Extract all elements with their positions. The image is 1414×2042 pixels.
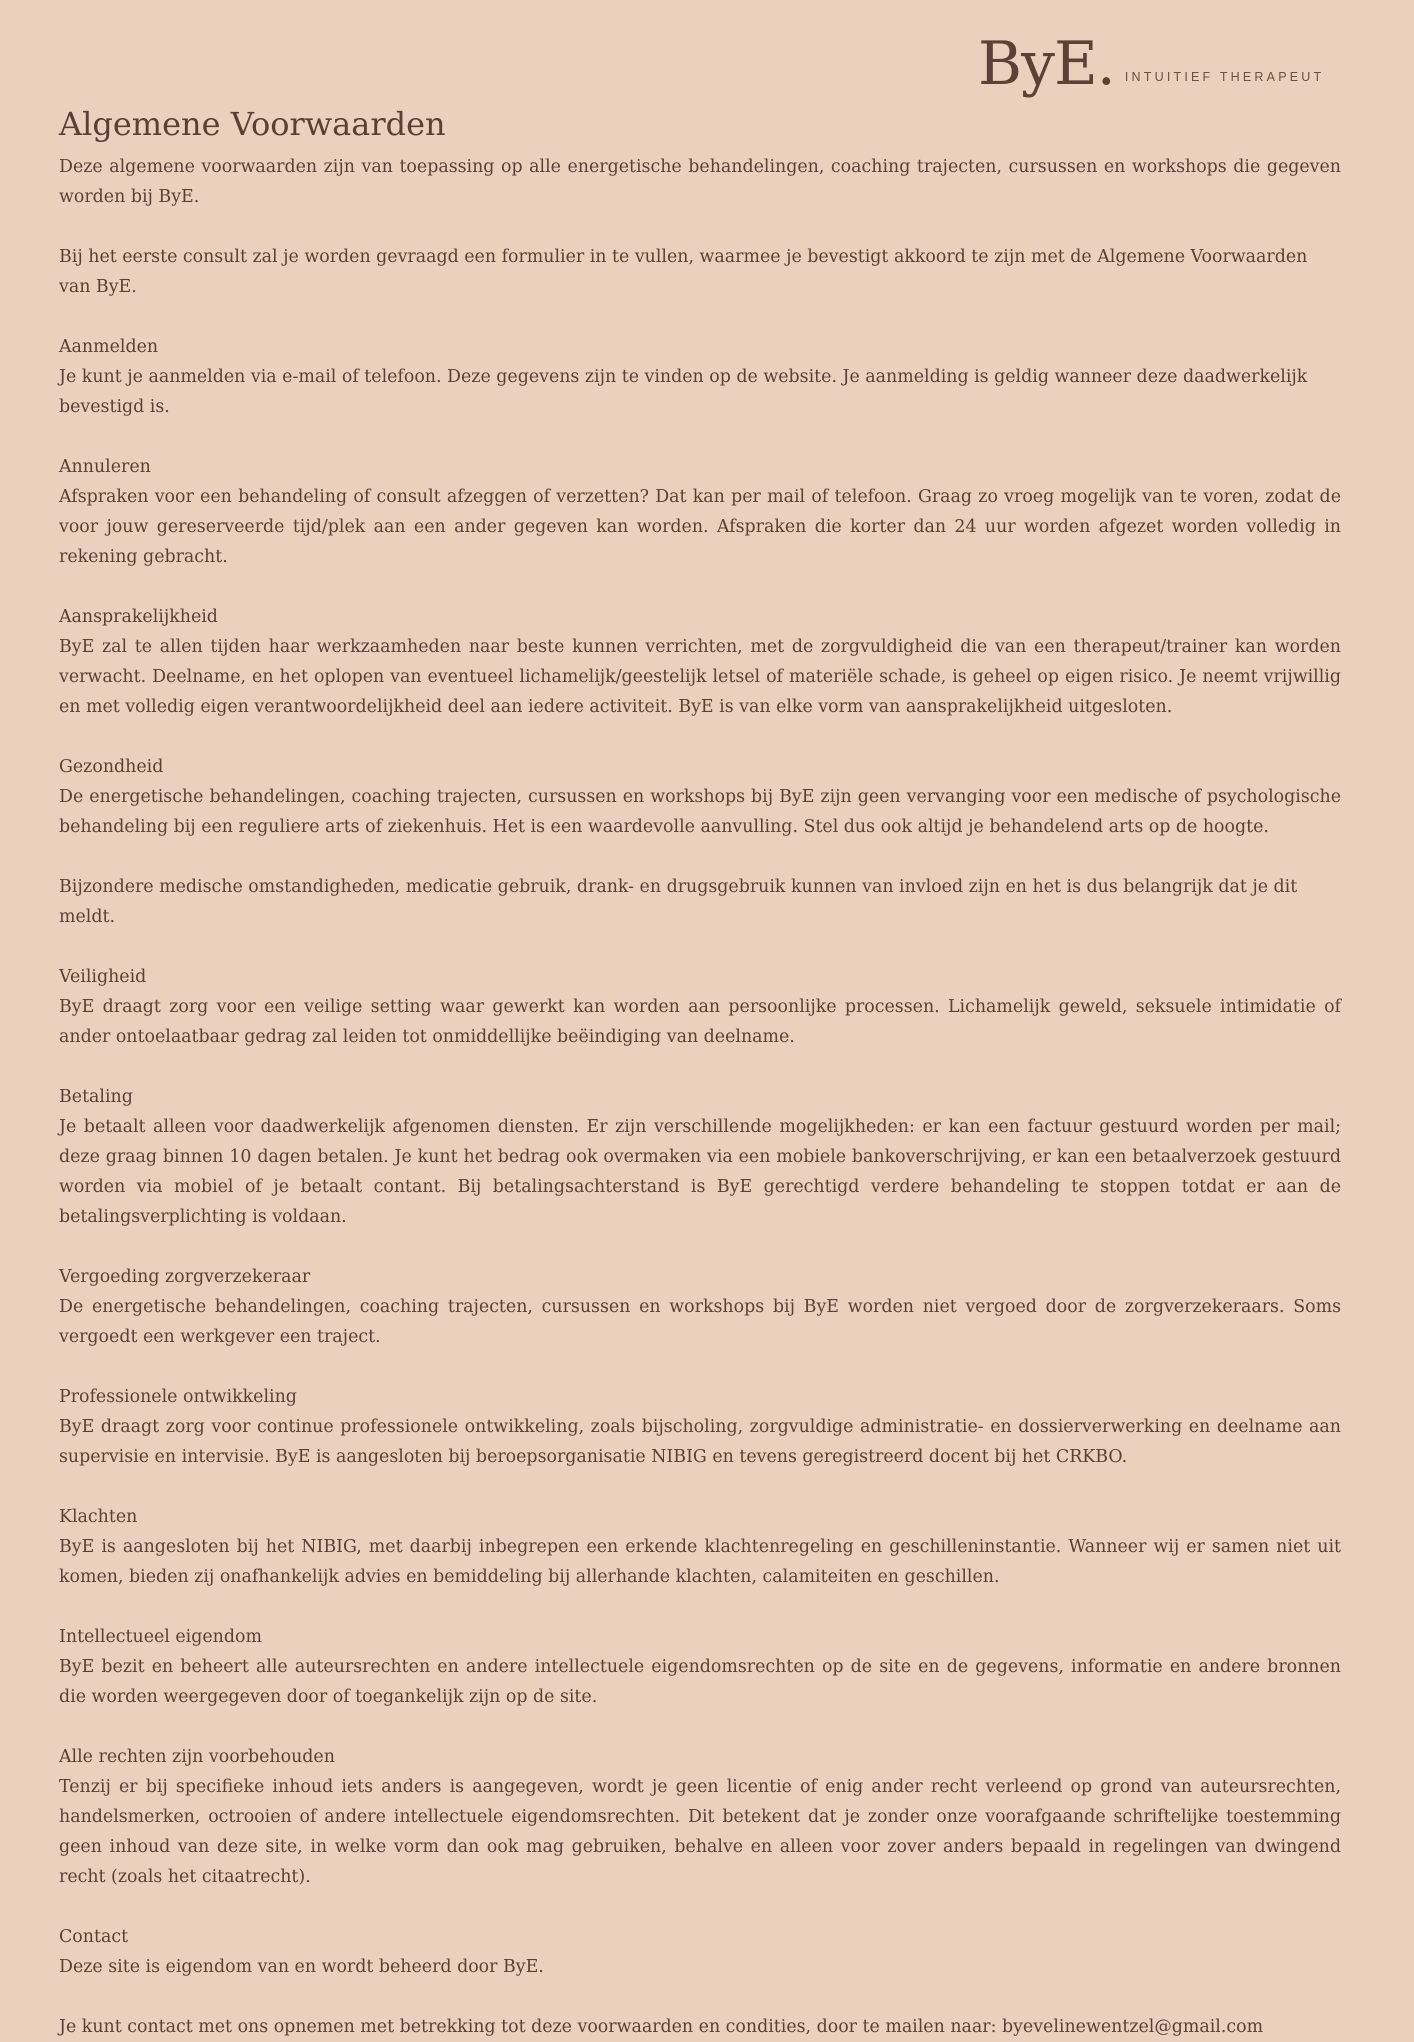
section-vergoeding	[59, 1262, 1341, 1352]
section-heading: Vergoeding zorgverzekeraar	[59, 1267, 311, 1287]
section-aanmelden	[59, 332, 1341, 422]
page-title: Algemene Voorwaarden	[59, 105, 446, 143]
terms-content	[59, 100, 1341, 2042]
section-contact	[59, 1922, 1341, 2042]
section-text: ByE is aangesloten bij het NIBIG, met daarbij inbegrepen een erkende klachtenregeling en geschilleninstantie. Wanneer wij er samen niet uit komen, bieden zij onafhankelijk advies en bemiddeling bij allerhande klachten, calamiteiten en geschillen.	[59, 1537, 1341, 1587]
intro-paragraph-2: Bij het eerste consult zal je worden gevraagd een formulier in te vullen, waarmee je bevestigt akkoord te zijn met de Algemene Voorwaarden van ByE.	[59, 247, 1308, 297]
section-veiligheid	[59, 962, 1341, 1052]
intro-paragraph: Deze algemene voorwaarden zijn van toepassing op alle energetische behandelingen, coaching trajecten, cursussen en workshops die gegeven worden bij ByE.	[59, 157, 1341, 207]
section-text: Je betaalt alleen voor daadwerkelijk afgenomen diensten. Er zijn verschillende mogelijkheden: er kan een factuur gestuurd worden per mail; deze graag binnen 10 dagen betalen. Je kunt het bedrag ook overmaken via een mobiele bankoverschrijving, er kan een betaalverzoek gestuurd worden via mobiel of je betaalt contant. Bij betalingsachterstand is ByE gerechtigd verdere behandeling te stoppen totdat er aan de betalingsverplichting is voldaan.	[59, 1117, 1341, 1227]
contact-email-text[interactable]: Je kunt contact met ons opnemen met betrekking tot deze voorwaarden en condities, door te mailen naar: byevelinewentzel@gmail.com	[59, 2017, 1264, 2037]
section-heading: Veiligheid	[59, 967, 147, 987]
section-betaling	[59, 1082, 1341, 1232]
logo-wordmark: ByE.	[978, 29, 1115, 99]
section-heading: Intellectueel eigendom	[59, 1627, 262, 1647]
section-annuleren	[59, 452, 1341, 572]
section-text: ByE draagt zorg voor continue professionele ontwikkeling, zoals bijscholing, zorgvuldige administratie- en dossierverwerking en deelname aan supervisie en intervisie. ByE is aangesloten bij beroepsorganisatie NIBIG en tevens geregistreerd docent bij het CRKBO.	[59, 1417, 1341, 1467]
section-text: Je kunt je aanmelden via e-mail of telefoon. Deze gegevens zijn te vinden op de website. Je aanmelding is geldig wanneer deze daadwerkelijk bevestigd is.	[59, 367, 1308, 417]
section-text: Deze site is eigendom van en wordt beheerd door ByE.	[59, 1957, 544, 1977]
section-aansprakelijkheid	[59, 602, 1341, 722]
section-text: ByE draagt zorg voor een veilige setting waar gewerkt kan worden aan persoonlijke processen. Lichamelijk geweld, seksuele intimidatie of ander ontoelaatbaar gedrag zal leiden tot onmiddellijke beëindiging van deelname.	[59, 997, 1341, 1047]
section-heading: Annuleren	[59, 457, 151, 477]
section-klachten	[59, 1502, 1341, 1592]
section-heading: Klachten	[59, 1507, 138, 1527]
section-professionele-ontwikkeling	[59, 1382, 1341, 1472]
section-text: Tenzij er bij specifieke inhoud iets anders is aangegeven, wordt je geen licentie of enig ander recht verleend op grond van auteursrechten, handelsmerken, octrooien of andere intellectuele eigendomsrechten. Dit betekent dat je zonder onze voorafgaande schriftelijke toestemming geen inhoud van deze site, in welke vorm dan ook mag gebruiken, behalve en alleen voor zover anders bepaald in regelingen van dwingend recht (zoals het citaatrecht).	[59, 1777, 1341, 1887]
section-text: Afspraken voor een behandeling of consult afzeggen of verzetten? Dat kan per mail of telefoon. Graag zo vroeg mogelijk van te voren, zodat de voor jouw gereserveerde tijd/plek aan een ander gegeven kan worden. Afspraken die korter dan 24 uur worden afgezet worden volledig in rekening gebracht.	[59, 487, 1341, 567]
section-heading: Aansprakelijkheid	[59, 607, 218, 627]
section-heading: Professionele ontwikkeling	[59, 1387, 297, 1407]
section-text: De energetische behandelingen, coaching trajecten, cursussen en workshops bij ByE zijn geen vervanging voor een medische of psychologische behandeling bij een reguliere arts of ziekenhuis. Het is een waardevolle aanvulling. Stel dus ook altijd je behandelend arts op de hoogte.	[59, 787, 1341, 837]
section-text: ByE bezit en beheert alle auteursrechten en andere intellectuele eigendomsrechten op de site en de gegevens, informatie en andere bronnen die worden weergegeven door of toegankelijk zijn op de site.	[59, 1657, 1341, 1707]
section-text-2: Bijzondere medische omstandigheden, medicatie gebruik, drank- en drugsgebruik kunnen van invloed zijn en het is dus belangrijk dat je dit meldt.	[59, 877, 1298, 927]
section-heading: Contact	[59, 1927, 129, 1947]
logo-tagline: INTUITIEF THERAPEUT	[1124, 70, 1325, 84]
section-gezondheid	[59, 752, 1341, 932]
section-text: De energetische behandelingen, coaching trajecten, cursussen en workshops bij ByE worden niet vergoed door de zorgverzekeraars. Soms vergoedt een werkgever een traject.	[59, 1297, 1341, 1347]
section-heading: Betaling	[59, 1087, 133, 1107]
section-intellectueel-eigendom	[59, 1622, 1341, 1712]
section-rechten	[59, 1742, 1341, 1892]
section-text: ByE zal te allen tijden haar werkzaamheden naar beste kunnen verrichten, met de zorgvuldigheid die van een therapeut/trainer kan worden verwacht. Deelname, en het oplopen van eventueel lichamelijk/geestelijk letsel of materiële schade, is geheel op eigen risico. Je neemt vrijwillig en met volledig eigen verantwoordelijkheid deel aan iedere activiteit. ByE is van elke vorm van aansprakelijkheid uitgesloten.	[59, 637, 1341, 717]
section-heading: Gezondheid	[59, 757, 164, 777]
brand-logo[interactable]	[978, 24, 1325, 99]
section-heading: Alle rechten zijn voorbehouden	[59, 1747, 335, 1767]
section-heading: Aanmelden	[59, 337, 159, 357]
